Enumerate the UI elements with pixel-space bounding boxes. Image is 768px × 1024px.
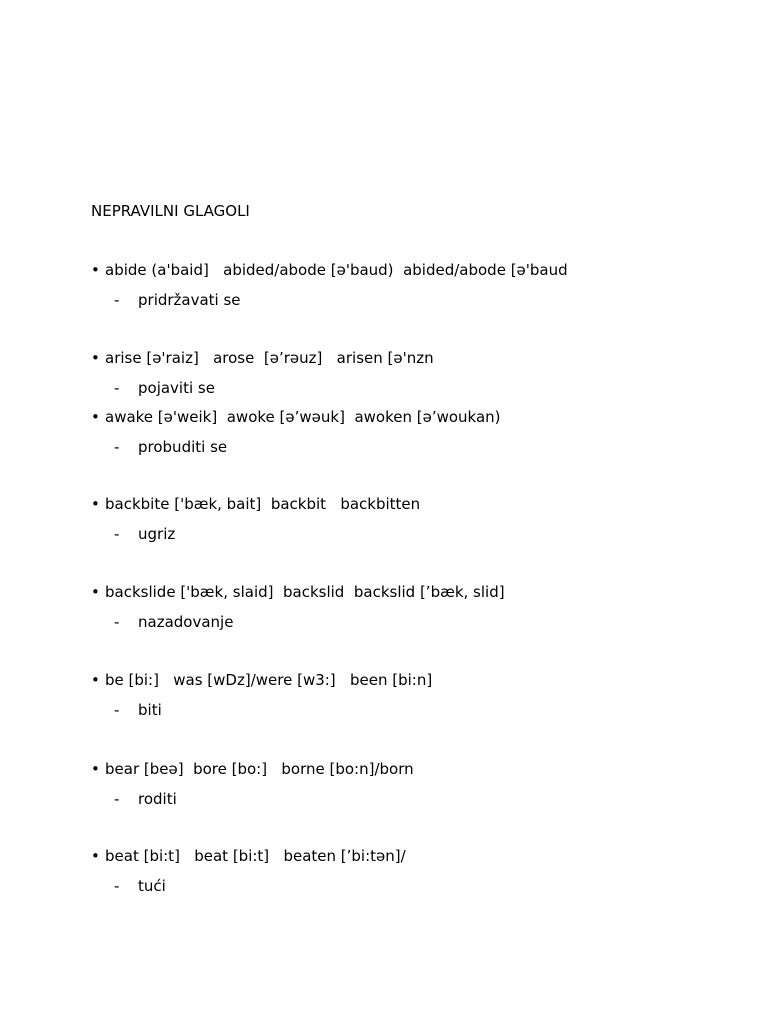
dash-marker: - [114,701,120,719]
verb-forms-text: backslide ['bæk, slaid] backslid backslid [’bæk, slid] [105,583,505,601]
bullet-marker: • [91,583,100,601]
verb-meaning [91,438,751,456]
bullet-marker: • [91,349,100,367]
dash-marker: - [114,379,120,397]
verb-entry-awake [91,408,751,456]
verb-forms-text: abide (a'baid] abided/abode [ə'baud) abided/abode [ə'baud [105,261,568,279]
verb-forms [91,495,751,513]
bullet-marker: • [91,261,100,279]
dash-marker: - [114,525,120,543]
verb-forms-text: awake [ə'weik] awoke [ə’wəuk] awoken [ə’woukan) [105,408,501,426]
bullet-marker: • [91,671,100,689]
verb-forms [91,847,751,865]
verb-meaning-text: roditi [138,790,177,808]
bullet-marker: • [91,408,100,426]
verb-meaning [91,877,751,895]
verb-meaning [91,291,751,309]
verb-meaning [91,525,751,543]
dash-marker: - [114,613,120,631]
page-title: NEPRAVILNI GLAGOLI [91,202,250,220]
verb-forms-text: be [bi:] was [wDz]/were [w3:] been [bi:n] [105,671,433,689]
dash-marker: - [114,877,120,895]
bullet-marker: • [91,760,100,778]
verb-meaning [91,613,751,631]
verb-meaning-text: pojaviti se [138,379,215,397]
verb-meaning [91,701,751,719]
verb-meaning-text: probuditi se [138,438,228,456]
dash-marker: - [114,291,120,309]
verb-entry-backbite [91,495,751,543]
verb-forms [91,760,751,778]
verb-forms-text: backbite ['bæk, bait] backbit backbitten [105,495,421,513]
verb-entry-be [91,671,751,719]
verb-forms-text: beat [bi:t] beat [bi:t] beaten [’bi:tən]/ [105,847,406,865]
verb-entry-bear [91,760,751,808]
verb-forms-text: bear [beə] bore [bo:] borne [bo:n]/born [105,760,414,778]
verb-forms-text: arise [ə'raiz] arose [ə’rəuz] arisen [ə'nzn [105,349,434,367]
bullet-marker: • [91,495,100,513]
verb-meaning-text: tući [138,877,166,895]
verb-forms [91,583,751,601]
verb-meaning [91,379,751,397]
verb-meaning-text: biti [138,701,162,719]
verb-meaning-text: nazadovanje [138,613,234,631]
bullet-marker: • [91,847,100,865]
verb-meaning-text: ugriz [138,525,176,543]
verb-entry-abide [91,261,751,309]
verb-forms [91,261,751,279]
verb-entry-backslide [91,583,751,631]
verb-forms [91,671,751,689]
verb-entry-arise [91,349,751,397]
verb-entry-beat [91,847,751,895]
dash-marker: - [114,438,120,456]
verb-meaning-text: pridržavati se [138,291,241,309]
verb-meaning [91,790,751,808]
verb-forms [91,349,751,367]
dash-marker: - [114,790,120,808]
verb-forms [91,408,751,426]
